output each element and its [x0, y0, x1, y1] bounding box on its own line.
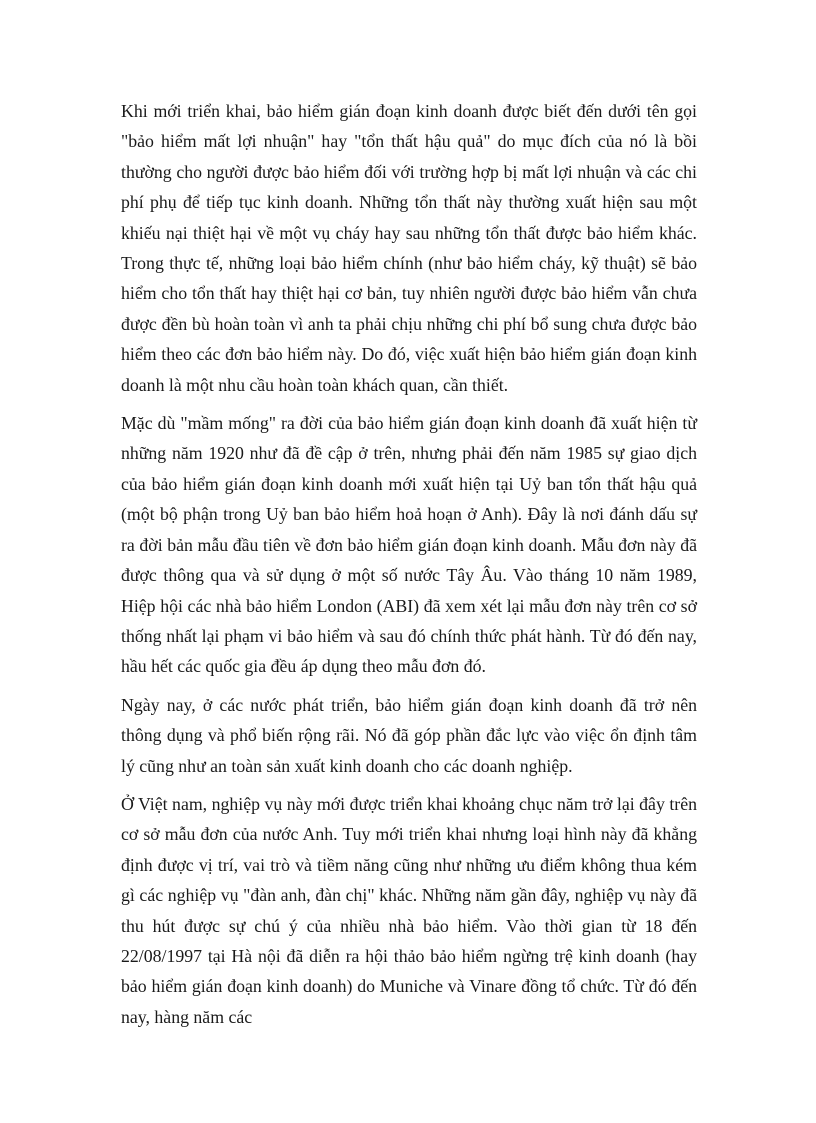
paragraph-origin-of-insurance: Khi mới triển khai, bảo hiểm gián đoạn kinh doanh được biết đến dưới tên gọi "bảo hiểm mất lợi nhuận" hay "tổn thất hậu quả" do mục đích của nó là bồi thường cho người được bảo hiểm đối với trường hợp bị mất lợi nhuận và các chi phí phụ để tiếp tục kinh doanh. Những tổn thất này thường xuất hiện sau một khiếu nại thiệt hại về một vụ cháy hay sau những tổn thất được bảo hiểm khác. Trong thực tế, những loại bảo hiểm chính (như bảo hiểm cháy, kỹ thuật) sẽ bảo hiểm cho tổn thất hay thiệt hại cơ bản, tuy nhiên người được bảo hiểm vẫn chưa được đền bù hoàn toàn vì anh ta phải chịu những chi phí bổ sung chưa được bảo hiểm theo các đơn bảo hiểm này. Do đó, việc xuất hiện bảo hiểm gián đoạn kinh doanh là một nhu cầu hoàn toàn khách quan, cần thiết. [121, 101, 697, 395]
paragraph-history: Mặc dù "mầm mống" ra đời của bảo hiểm gián đoạn kinh doanh đã xuất hiện từ những năm 1920 như đã đề cập ở trên, nhưng phải đến năm 1985 sự giao dịch của bảo hiểm gián đoạn kinh doanh mới xuất hiện tại Uỷ ban tổn thất hậu quả (một bộ phận trong Uỷ ban bảo hiểm hoả hoạn ở Anh). Đây là nơi đánh dấu sự ra đời bản mẫu đầu tiên về đơn bảo hiểm gián đoạn kinh doanh. Mẫu đơn này đã được thông qua và sử dụng ở một số nước Tây Âu. Vào tháng 10 năm 1989, Hiệp hội các nhà bảo hiểm London (ABI) đã xem xét lại mẫu đơn này trên cơ sở thống nhất lại phạm vi bảo hiểm và sau đó chính thức phát hành. Từ đó đến nay, hầu hết các quốc gia đều áp dụng theo mẫu đơn đó. [121, 413, 697, 677]
paragraph-present-day: Ngày nay, ở các nước phát triển, bảo hiểm gián đoạn kinh doanh đã trở nên thông dụng và phổ biến rộng rãi. Nó đã góp phần đắc lực vào việc ổn định tâm lý cũng như an toàn sản xuất kinh doanh cho các doanh nghiệp. [121, 694, 697, 776]
paragraph-vietnam: Ở Việt nam, nghiệp vụ này mới được triển khai khoảng chục năm trở lại đây trên cơ sở mẫu đơn của nước Anh. Tuy mới triển khai nhưng loại hình này đã khẳng định được vị trí, vai trò và tiềm năng cũng như những ưu điểm không thua kém gì các nghiệp vụ "đàn anh, đàn chị" khác. Những năm gần đây, nghiệp vụ này đã thu hút được sự chú ý của nhiều nhà bảo hiểm. Vào thời gian từ 18 đến 22/08/1997 tại Hà nội đã diễn ra hội thảo bảo hiểm ngừng trệ kinh doanh (hay bảo hiểm gián đoạn kinh doanh) do Muniche và Vinare đồng tổ chức. Từ đó đến nay, hàng năm các [121, 793, 697, 1027]
document-body [121, 96, 697, 1032]
